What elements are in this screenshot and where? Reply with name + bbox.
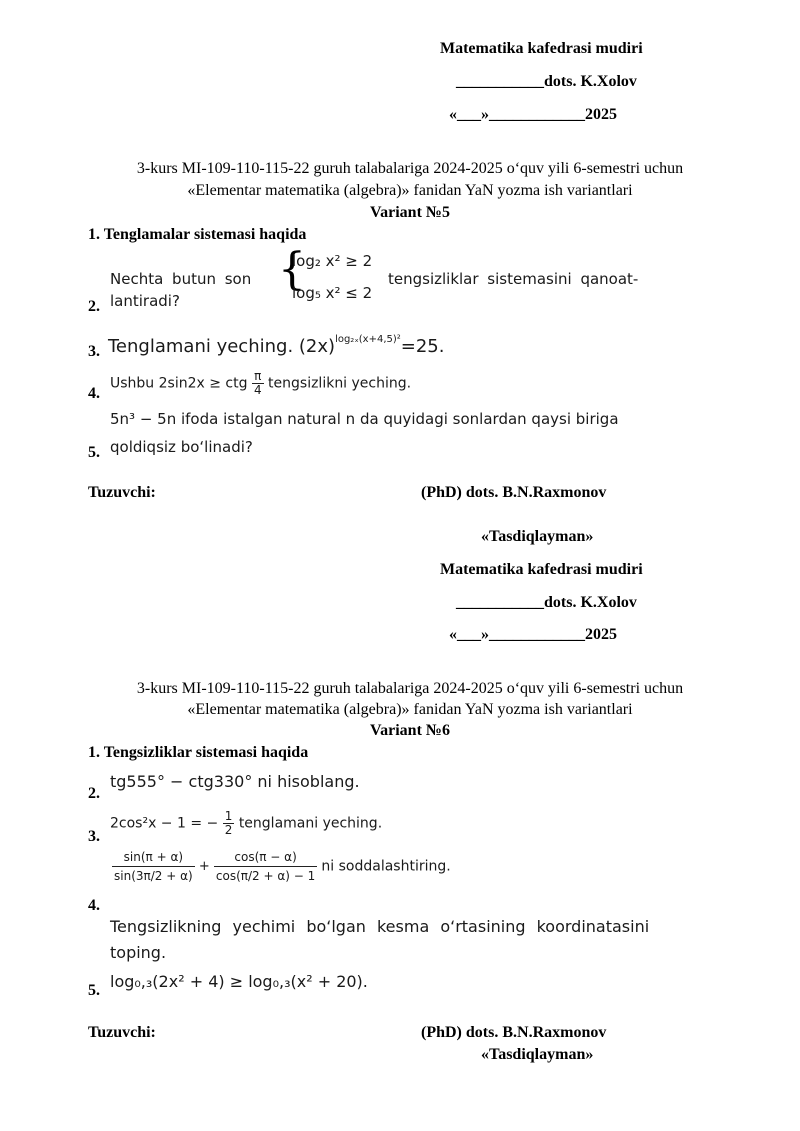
question-2-text-a: Nechta butun son xyxy=(110,270,252,288)
question-3 xyxy=(108,334,444,357)
system-line-1: log₂ x² ≥ 2 xyxy=(292,252,373,270)
question-5-line-1-2: Tengsizlikning yechimi bo‘lgan kesma o‘rtasining koordinatasini xyxy=(110,917,650,936)
question-4-fraction-1 xyxy=(112,848,195,885)
head-signature-2: ___________dots. K.Xolov xyxy=(456,594,637,611)
question-3-base: (2x) xyxy=(298,336,336,357)
head-title: Matematika kafedrasi mudiri xyxy=(440,40,643,57)
question-3-text-b-2: tenglamani yeching. xyxy=(238,815,383,832)
question-3-text-a-2: 2cos²x − 1 = − xyxy=(110,815,219,832)
question-3-rhs: =25. xyxy=(400,336,445,357)
fraction-denominator: sin(3π/2 + α) xyxy=(114,869,193,883)
question-1: 1. Tenglamalar sistemasi haqida xyxy=(88,226,307,243)
question-2-number: 2. xyxy=(88,298,100,315)
question-5-number: 5. xyxy=(88,444,100,461)
question-2-text-c: lantiradi? xyxy=(110,292,180,310)
fraction-denominator: 2 xyxy=(224,823,233,837)
variant-title: Variant №5 xyxy=(370,204,450,221)
question-3-exponent: log₂ₓ(x+4,5)² xyxy=(335,334,401,345)
question-2-text-2: tg555° − ctg330° ni hisoblang. xyxy=(110,772,360,791)
question-4-fraction xyxy=(252,370,264,397)
question-4-number: 4. xyxy=(88,385,100,402)
question-4-text-b: tengsizlikni yeching. xyxy=(268,375,412,392)
author-label: Tuzuvchi: xyxy=(88,484,156,501)
fraction-numerator: cos(π − α) xyxy=(214,848,317,867)
question-4-text-a: Ushbu 2sin2x ≥ ctg xyxy=(110,375,248,392)
intro-line-2-2: «Elementar matematika (algebra)» fanidan YaN yozma ish variantlari xyxy=(187,701,633,718)
fraction-numerator: π xyxy=(252,370,264,384)
head-signature: ___________dots. K.Xolov xyxy=(456,73,637,90)
head-date: «___»____________2025 xyxy=(449,106,617,123)
question-4-fraction-2 xyxy=(214,848,317,885)
intro-line-1: 3-kurs MI-109-110-115-22 guruh talabalariga 2024-2025 o‘quv yili 6-semestri uchun xyxy=(136,160,684,177)
approve-stamp: «Tasdiqlayman» xyxy=(481,528,594,545)
question-4-number-2: 4. xyxy=(88,897,100,914)
question-4 xyxy=(110,370,411,397)
question-3-fraction-2 xyxy=(223,810,235,837)
head-date-2: «___»____________2025 xyxy=(449,626,617,643)
question-2-text-b: tengsizliklar sistemasini qanoat- xyxy=(388,270,639,288)
question-3-2 xyxy=(110,810,382,837)
fraction-numerator: 1 xyxy=(224,809,233,823)
question-5-line-2: qoldiqsiz bo‘linadi? xyxy=(110,438,253,456)
author-name-2: (PhD) dots. B.N.Raxmonov xyxy=(421,1024,607,1041)
question-2-number-2: 2. xyxy=(88,785,100,802)
author-name: (PhD) dots. B.N.Raxmonov xyxy=(421,484,607,501)
question-3-number-2: 3. xyxy=(88,828,100,845)
question-5-number-2: 5. xyxy=(88,982,100,999)
intro-line-1-2: 3-kurs MI-109-110-115-22 guruh talabalariga 2024-2025 o‘quv yili 6-semestri uchun xyxy=(136,680,684,697)
system-line-2: log₅ x² ≤ 2 xyxy=(292,284,373,302)
system-brace: { xyxy=(278,244,306,295)
variant-title-2: Variant №6 xyxy=(370,722,450,739)
fraction-denominator: 4 xyxy=(253,383,262,397)
question-1-2: 1. Tengsizliklar sistemasi haqida xyxy=(88,744,309,761)
question-5-formula-2: log₀,₃(2x² + 4) ≥ log₀,₃(x² + 20). xyxy=(110,972,368,991)
fraction-denominator: cos(π/2 + α) − 1 xyxy=(215,869,316,883)
plus-sign: + xyxy=(198,859,210,874)
question-4-2 xyxy=(112,848,451,885)
fraction-numerator: sin(π + α) xyxy=(112,848,195,867)
question-3-text: Tenglamani yeching. xyxy=(108,336,294,357)
intro-line-2: «Elementar matematika (algebra)» fanidan YaN yozma ish variantlari xyxy=(187,182,633,199)
author-label-2: Tuzuvchi: xyxy=(88,1024,156,1041)
question-5-line-1: 5n³ − 5n ifoda istalgan natural n da quyidagi sonlardan qaysi biriga xyxy=(110,410,619,428)
question-5-line-2-2: toping. xyxy=(110,943,167,962)
question-3-number: 3. xyxy=(88,343,100,360)
head-title-2: Matematika kafedrasi mudiri xyxy=(440,561,643,578)
approve-stamp-bottom: «Tasdiqlayman» xyxy=(481,1046,594,1063)
question-4-text-2: ni soddalashtiring. xyxy=(321,858,451,875)
